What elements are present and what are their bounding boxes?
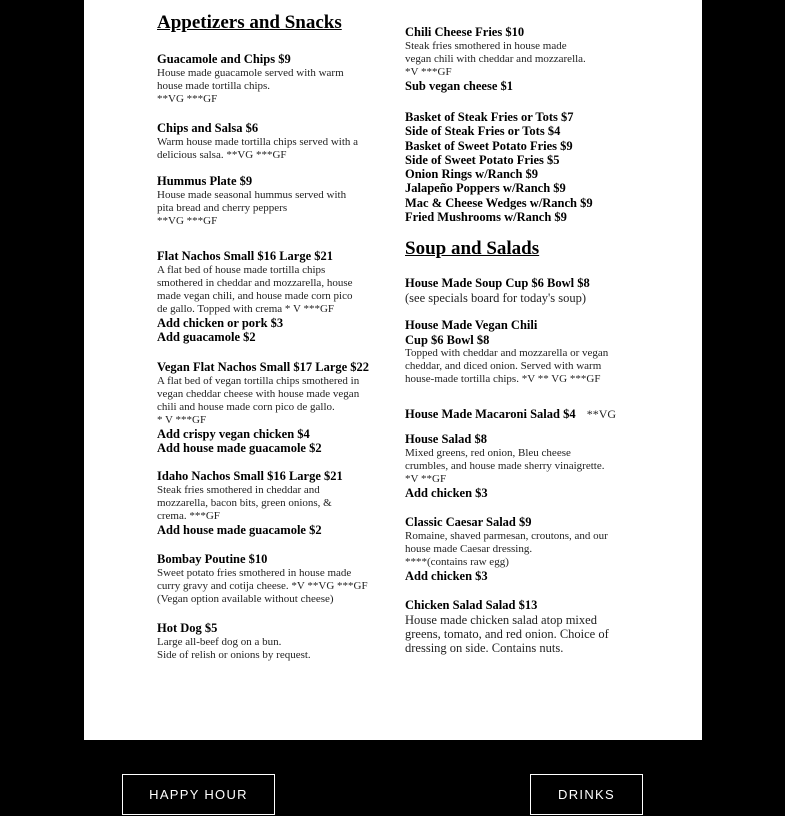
item-title: House Salad $8 xyxy=(405,432,487,446)
happy-hour-button[interactable]: HAPPY HOUR xyxy=(122,774,275,815)
desc-line: curry gravy and cotija cheese. *V **VG ***GF xyxy=(157,579,368,592)
item-title: House Made Vegan Chili xyxy=(405,318,538,332)
desc-line: A flat bed of house made tortilla chips xyxy=(157,263,326,276)
desc-line: vegan chili with cheddar and mozzarella. xyxy=(405,52,586,65)
item-title: Hummus Plate $9 xyxy=(157,174,253,188)
item-title: Vegan Flat Nachos Small $17 Large $22 xyxy=(157,360,370,374)
menu-item-bombay-poutine xyxy=(157,552,368,606)
desc-line: chili and house made corn pico de gallo. xyxy=(157,400,335,413)
desc-line: cheddar, and diced onion. Served with warm xyxy=(405,360,602,373)
item-description xyxy=(157,189,346,229)
item-addon: Add crispy vegan chicken $4 xyxy=(157,427,310,442)
menu-item-house-salad xyxy=(405,432,604,500)
side-item: Basket of Steak Fries or Tots $7 xyxy=(405,110,574,124)
desc-line: vegan cheddar cheese with house made vegan xyxy=(157,387,360,400)
section-heading-soup-salads: Soup and Salads xyxy=(405,238,540,259)
menu-item-hot-dog xyxy=(157,621,311,662)
desc-line: House made chicken salad atop mixed xyxy=(405,612,597,627)
menu-item-vegan-flat-nachos xyxy=(157,360,369,455)
side-item: Side of Sweet Potato Fries $5 xyxy=(405,152,560,167)
menu-item-hummus xyxy=(157,174,346,228)
item-addon: Add house made guacamole $2 xyxy=(157,523,322,538)
drinks-button[interactable]: DRINKS xyxy=(530,774,643,815)
item-title: House Made Soup Cup $6 Bowl $8 xyxy=(405,276,590,290)
item-description xyxy=(405,613,609,655)
desc-line: Romaine, shaved parmesan, croutons, and our xyxy=(405,529,608,542)
desc-line: pita bread and cherry peppers xyxy=(157,201,288,214)
desc-line: Side of relish or onions by request. xyxy=(157,648,311,661)
item-description: (see specials board for today's soup) xyxy=(405,290,587,305)
item-title: Chips and Salsa $6 xyxy=(157,121,259,135)
desc-line: Large all-beef dog on a bun. xyxy=(157,635,282,648)
desc-line: A flat bed of vegan tortilla chips smothered in xyxy=(157,374,360,387)
item-title: House Made Macaroni Salad $4 xyxy=(405,407,576,421)
item-addon: Add guacamole $2 xyxy=(157,330,256,345)
desc-line: Warm house made tortilla chips served with a xyxy=(157,135,359,148)
desc-line: house made Caesar dressing. xyxy=(405,542,533,555)
desc-line: (Vegan option available without cheese) xyxy=(157,592,334,605)
desc-line: greens, tomato, and red onion. Choice of xyxy=(405,626,609,641)
side-item: Onion Rings w/Ranch $9 xyxy=(405,167,539,182)
side-item: Side of Steak Fries or Tots $4 xyxy=(405,124,561,139)
item-description xyxy=(405,347,608,387)
menu-sheet xyxy=(84,0,702,740)
menu-item-idaho-nachos xyxy=(157,469,343,537)
item-description xyxy=(157,67,344,107)
dietary-tags: * V ***GF xyxy=(157,414,207,427)
item-title: Idaho Nachos Small $16 Large $21 xyxy=(157,469,343,483)
desc-line: de gallo. Topped with crema * V ***GF xyxy=(157,303,335,316)
item-description xyxy=(405,530,608,570)
dietary-tags: *V **GF xyxy=(405,472,447,485)
desc-line: house made tortilla chips. xyxy=(157,79,271,92)
desc-line: made vegan chili, and house made corn pico xyxy=(157,289,353,302)
dietary-tags: *V ***GF xyxy=(405,65,452,78)
menu-item-house-soup xyxy=(405,276,590,305)
sides-list xyxy=(405,110,593,224)
item-title: Chili Cheese Fries $10 xyxy=(405,25,525,39)
side-item: Jalapeño Poppers w/Ranch $9 xyxy=(405,181,566,196)
item-addon: Add house made guacamole $2 xyxy=(157,441,322,456)
desc-line: House made guacamole served with warm xyxy=(157,66,344,79)
item-description xyxy=(157,264,353,317)
item-addon: Sub vegan cheese $1 xyxy=(405,79,513,94)
menu-item-caesar-salad xyxy=(405,515,608,583)
desc-line: Topped with cheddar and mozzarella or vegan xyxy=(405,347,609,359)
item-title: Classic Caesar Salad $9 xyxy=(405,515,532,529)
desc-line: crema. ***GF xyxy=(157,509,220,522)
item-addon: Add chicken $3 xyxy=(405,486,488,501)
item-title: Flat Nachos Small $16 Large $21 xyxy=(157,249,334,263)
menu-item-chips-salsa xyxy=(157,121,358,162)
item-addon: Add chicken $3 xyxy=(405,569,488,584)
item-title: Bombay Poutine $10 xyxy=(157,552,268,566)
menu-item-chicken-salad xyxy=(405,598,609,655)
item-title: Guacamole and Chips $9 xyxy=(157,52,291,66)
menu-item-chili-cheese-fries xyxy=(405,25,586,93)
desc-line: Mixed greens, red onion, Bleu cheese xyxy=(405,446,571,459)
desc-line: smothered in cheddar and mozzarella, house xyxy=(157,276,353,289)
menu-item-vegan-chili xyxy=(405,318,608,387)
item-title: Hot Dog $5 xyxy=(157,621,218,635)
item-price: Cup $6 Bowl $8 xyxy=(405,332,490,347)
side-item: Fried Mushrooms w/Ranch $9 xyxy=(405,210,567,225)
desc-line: dressing on side. Contains nuts. xyxy=(405,640,564,655)
desc-line: mozzarella, bacon bits, green onions, & xyxy=(157,496,332,509)
desc-line: ****(contains raw egg) xyxy=(405,555,509,568)
item-description xyxy=(157,567,368,607)
item-description xyxy=(157,484,343,524)
item-addon: Add chicken or pork $3 xyxy=(157,316,284,331)
desc-line: Steak fries smothered in house made xyxy=(405,39,567,52)
desc-line: Steak fries smothered in cheddar and xyxy=(157,483,320,496)
dietary-tags: **VG ***GF xyxy=(157,92,218,105)
item-description xyxy=(157,375,369,428)
item-description xyxy=(405,447,604,487)
menu-item-macaroni-salad xyxy=(405,403,616,422)
desc-line: house-made tortilla chips. *V ** VG ***GF xyxy=(405,373,601,386)
side-item: Mac & Cheese Wedges w/Ranch $9 xyxy=(405,195,593,210)
item-description xyxy=(157,136,358,162)
desc-line: delicious salsa. **VG ***GF xyxy=(157,148,287,161)
desc-line: Sweet potato fries smothered in house made xyxy=(157,566,352,579)
desc-line: House made seasonal hummus served with xyxy=(157,188,347,201)
menu-item-flat-nachos xyxy=(157,249,353,344)
item-title: Chicken Salad Salad $13 xyxy=(405,598,538,612)
section-heading-appetizers: Appetizers and Snacks xyxy=(157,12,342,33)
item-description xyxy=(405,40,586,80)
item-description xyxy=(157,636,311,662)
side-item: Basket of Sweet Potato Fries $9 xyxy=(405,138,573,153)
desc-line: crumbles, and house made sherry vinaigrette. xyxy=(405,459,605,472)
menu-item-guacamole xyxy=(157,52,344,106)
dietary-tags: **VG ***GF xyxy=(157,214,218,227)
dietary-tags: **VG xyxy=(586,407,617,421)
